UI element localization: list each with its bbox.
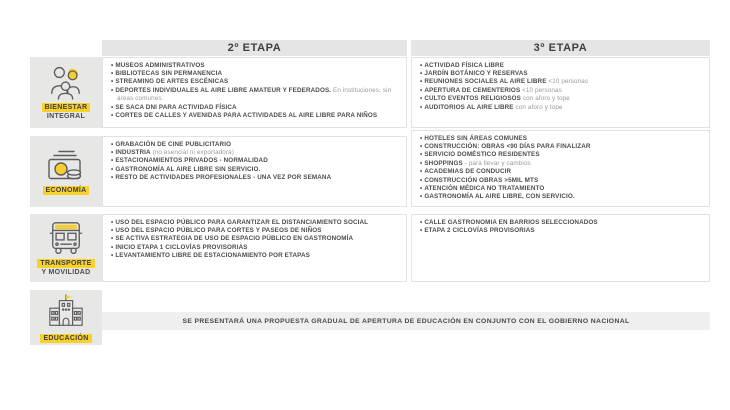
- education-banner: SE PRESENTARÁ UNA PROPUESTA GRADUAL DE APERTURA DE EDUCACIÓN EN CONJUNTO CON EL GOBIERNO NACIONAL: [102, 312, 710, 330]
- category-label-highlight: TRANSPORTE: [37, 259, 94, 268]
- bullet-item: • RESTO DE ACTIVIDADES PROFESIONALES - UNA VEZ POR SEMANA: [111, 174, 400, 182]
- category-label-highlight: ECONOMÍA: [43, 186, 90, 195]
- bullet-item: • GRABACIÓN DE CINE PUBLICITARIO: [111, 141, 400, 149]
- bullet-item: • CONSTRUCCIÓN OBRAS >5MIL MTS: [420, 177, 703, 185]
- category-economia: [30, 136, 102, 207]
- header-etapa-3: 3º ETAPA: [411, 40, 710, 56]
- bullet-list: [103, 58, 406, 120]
- bullet-item: • CALLE GASTRONOMIA EN BARRIOS SELECCIONADOS: [420, 219, 703, 227]
- category-transporte-movilidad: [30, 214, 102, 282]
- bullet-item: • USO DEL ESPACIO PÚBLICO PARA GARANTIZAR EL DISTANCIAMIENTO SOCIAL: [111, 219, 400, 227]
- bullet-item: • INICIO ETAPA 1 CICLOVÍAS PROVISORIAS: [111, 244, 400, 252]
- category-label-plain: Y MOVILIDAD: [41, 268, 91, 276]
- school-icon: [46, 293, 86, 331]
- bullet-item: • SE SACA DNI PARA ACTIVIDAD FÍSICA: [111, 104, 400, 112]
- bullet-item: • HOTELES SIN ÁREAS COMUNES: [420, 135, 703, 143]
- bullet-item: • DEPORTES INDIVIDUALES AL AIRE LIBRE AMATEUR Y FEDERADOS. En instituciones, sin áreas comunes.: [111, 87, 400, 104]
- category-educacion: [30, 290, 102, 345]
- bullet-item: • AUDITORIOS AL AIRE LIBRE con aforo y tope: [420, 104, 703, 112]
- cell-bienestar-etapa3: [411, 57, 710, 128]
- bullet-list: [412, 58, 709, 112]
- bullet-item: • USO DEL ESPACIO PÚBLICO PARA CORTES Y PASEOS DE NIÑOS: [111, 227, 400, 235]
- bullet-item: • ETAPA 2 CICLOVÍAS PROVISORIAS: [420, 227, 703, 235]
- bullet-item: • ESTACIONAMIENTOS PRIVADOS - NORMALIDAD: [111, 157, 400, 165]
- bus-icon: [46, 220, 86, 256]
- bullet-item: • SHOPPINGS - para llevar y cambios: [420, 160, 703, 168]
- category-bienestar-integral: [30, 57, 102, 128]
- bullet-item: • SERVICIO DOMÉSTICO RESIDENTES: [420, 151, 703, 159]
- bullet-item: • CULTO EVENTOS RELIGIOSOS con aforo y tope: [420, 95, 703, 103]
- bullet-item: • MUSEOS ADMINISTRATIVOS: [111, 62, 400, 70]
- cell-transporte-etapa2: [102, 214, 407, 282]
- bullet-item: • JARDÍN BOTÁNICO Y RESERVAS: [420, 70, 703, 78]
- category-label-highlight: EDUCACIÓN: [40, 334, 91, 343]
- family-icon: [44, 64, 88, 100]
- cell-economia-etapa3: [411, 130, 710, 207]
- money-icon: [44, 149, 88, 183]
- bullet-item: • GASTRONOMÍA AL AIRE LIBRE SIN SERVICIO.: [111, 166, 400, 174]
- bullet-item: • GASTRONOMÍA AL AIRE LIBRE, CON SERVICIO.: [420, 193, 703, 201]
- bullet-list: [412, 215, 709, 235]
- bullet-list: [103, 137, 406, 183]
- cell-bienestar-etapa2: [102, 57, 407, 128]
- bullet-item: • LEVANTAMIENTO LIBRE DE ESTACIONAMIENTO POR ETAPAS: [111, 252, 400, 260]
- bullet-item: • CORTES DE CALLES Y AVENIDAS PARA ACTIVIDADES AL AIRE LIBRE PARA NIÑOS: [111, 112, 400, 120]
- cell-economia-etapa2: [102, 136, 407, 207]
- bullet-item: • SE ACTIVA ESTRATEGIA DE USO DE ESPACIO PÚBLICO EN GASTRONOMÍA: [111, 235, 400, 243]
- bullet-item: • REUNIONES SOCIALES AL AIRE LIBRE <10 personas: [420, 78, 703, 86]
- category-label-plain: INTEGRAL: [46, 113, 86, 120]
- cell-transporte-etapa3: [411, 214, 710, 282]
- bullet-list: [103, 215, 406, 261]
- category-label-highlight: BIENESTAR: [42, 103, 91, 112]
- bullet-list: [412, 131, 709, 202]
- bullet-item: • STREAMING DE ARTES ESCÉNICAS: [111, 78, 400, 86]
- bullet-item: • ACADEMIAS DE CONDUCIR: [420, 168, 703, 176]
- bullet-item: • INDUSTRIA (no esencial ni exportadora): [111, 149, 400, 157]
- header-etapa-2: 2º ETAPA: [102, 40, 407, 56]
- bullet-item: • ATENCIÓN MÉDICA NO TRATAMIENTO: [420, 185, 703, 193]
- bullet-item: • APERTURA DE CEMENTERIOS <10 personas: [420, 87, 703, 95]
- bullet-item: • ACTIVIDAD FÍSICA LIBRE: [420, 62, 703, 70]
- bullet-item: • CONSTRUCCIÓN: OBRAS <90 DÍAS PARA FINALIZAR: [420, 143, 703, 151]
- bullet-item: • BIBLIOTECAS SIN PERMANENCIA: [111, 70, 400, 78]
